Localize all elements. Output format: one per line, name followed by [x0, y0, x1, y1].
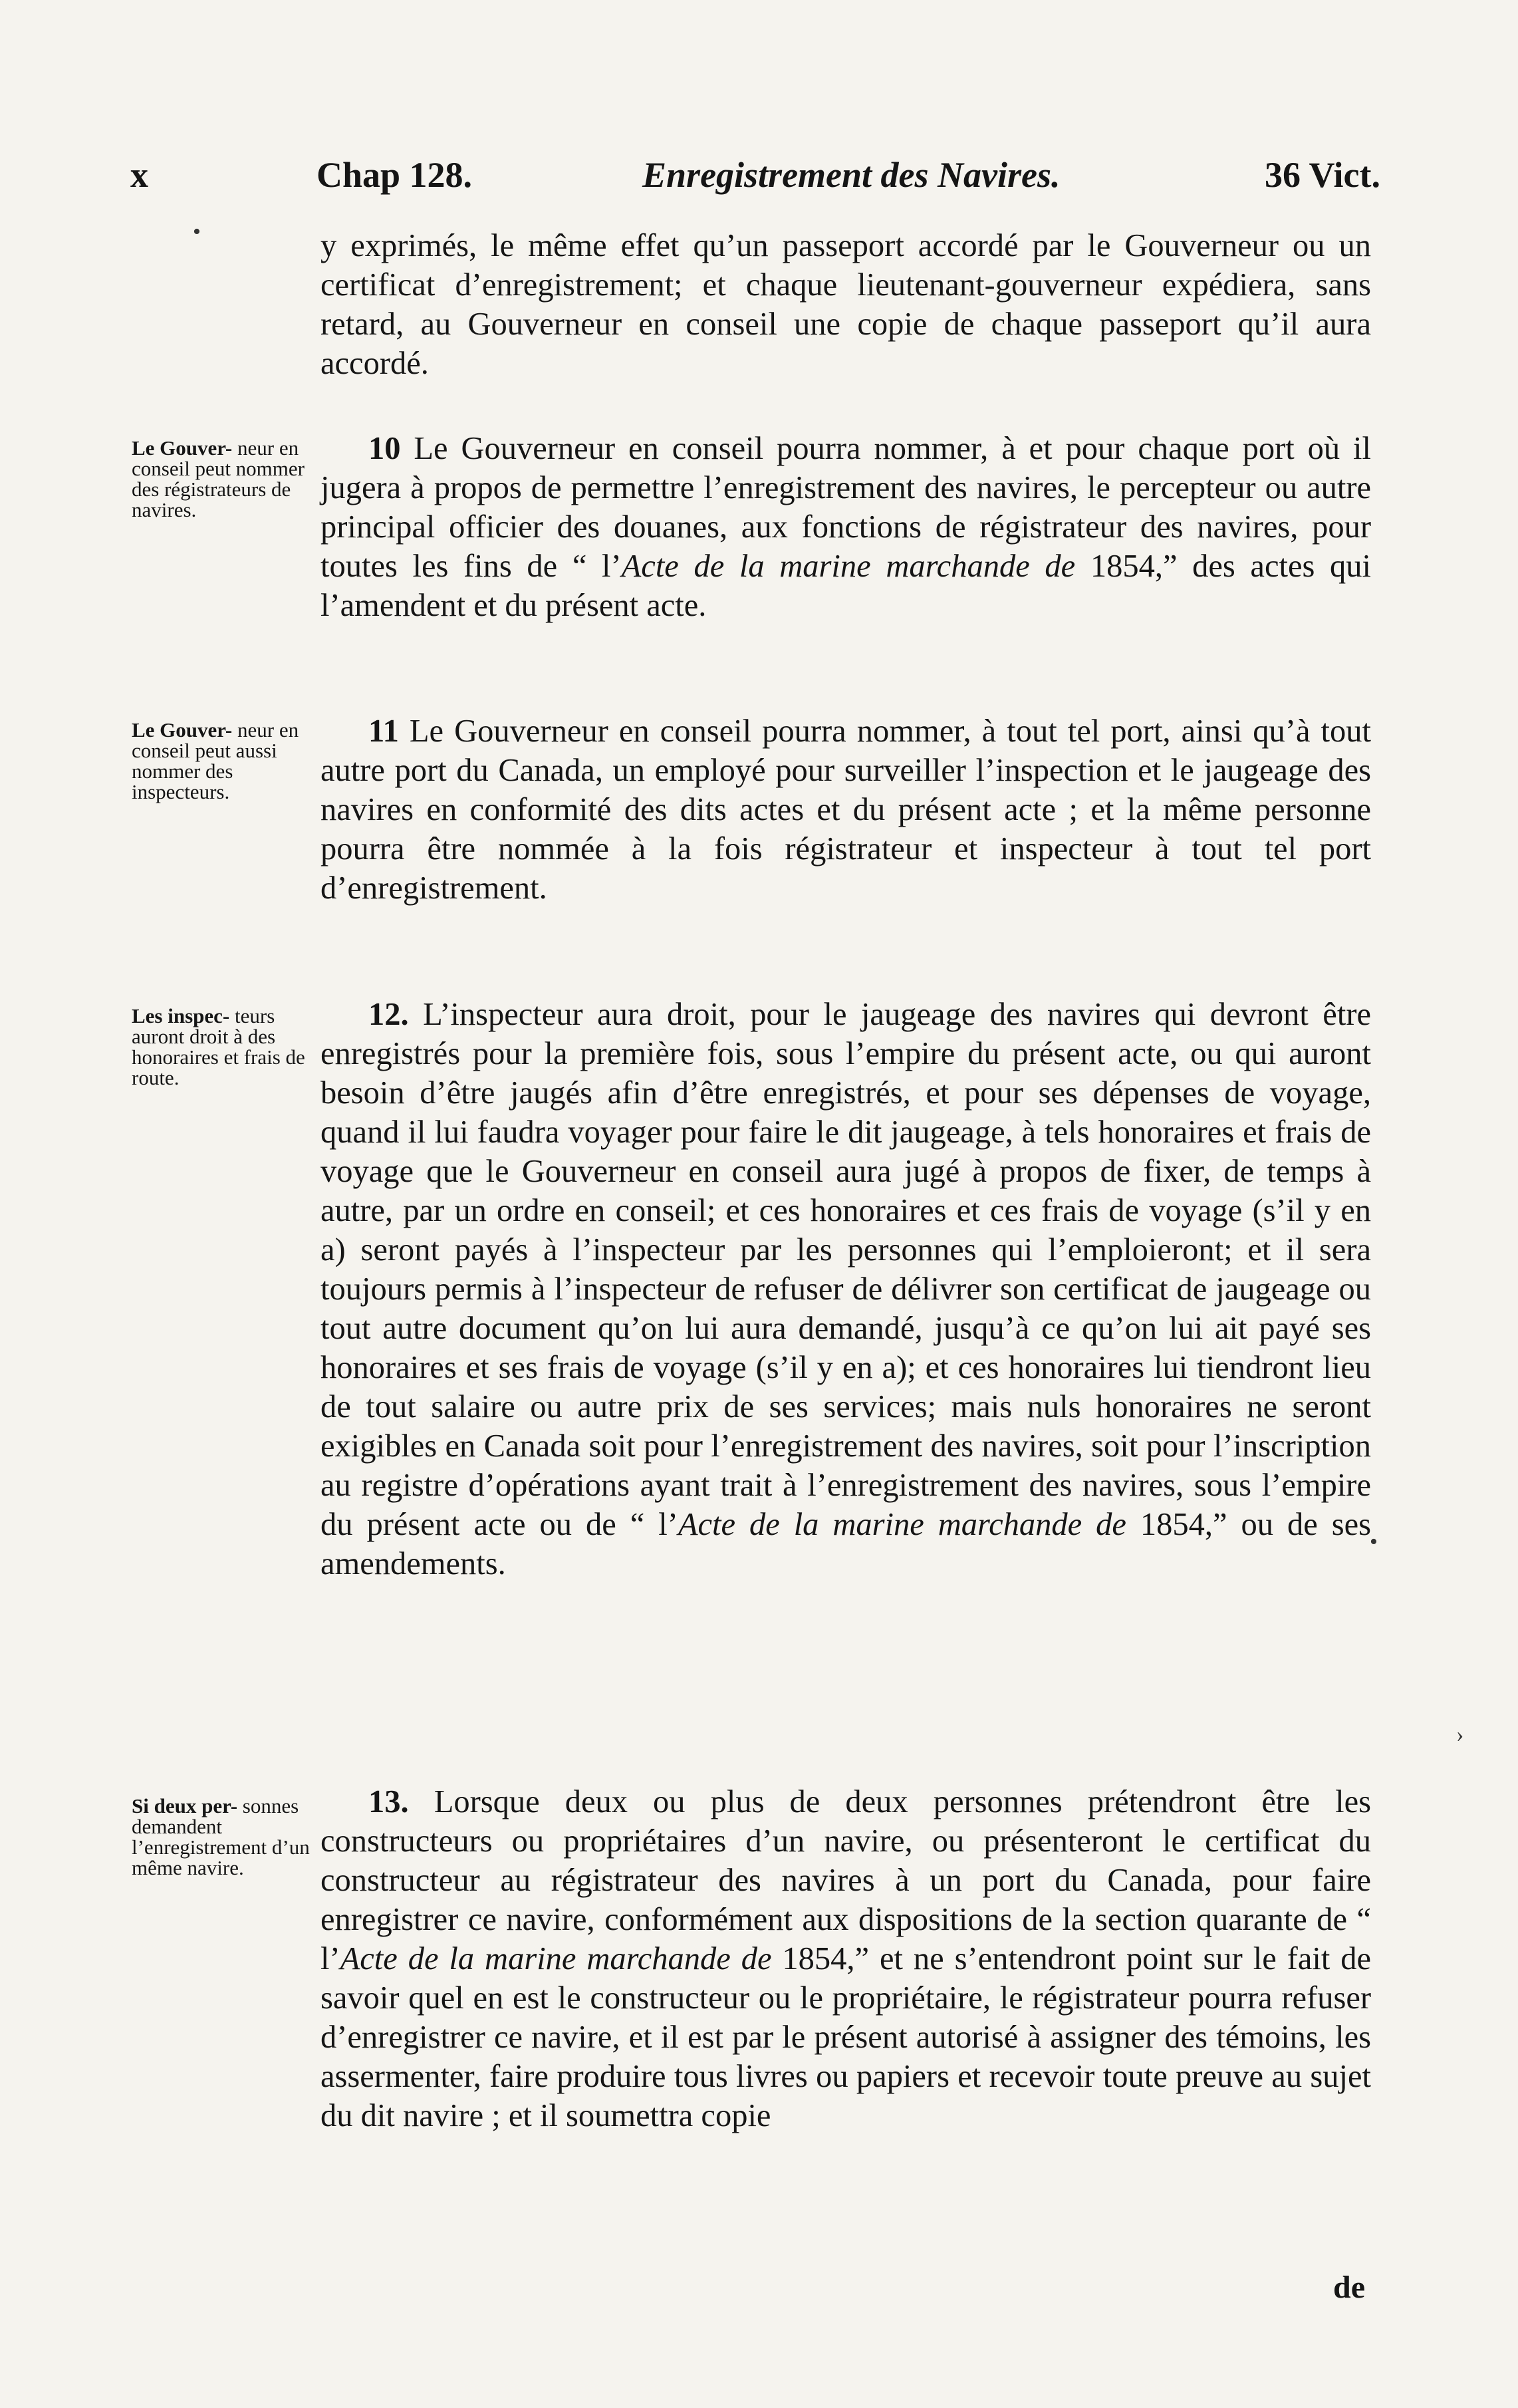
section-number: 10: [368, 431, 401, 466]
sidenote-section-11: [132, 720, 316, 802]
section-10: [320, 429, 1371, 625]
sidenote-first: Les inspec-: [132, 1004, 230, 1027]
sidenote-rest: neur en conseil peut aussi nommer des inspecteurs.: [132, 718, 299, 803]
regnal-year: 36 Vict.: [1265, 155, 1380, 195]
paragraph-text: y exprimés, le même effet qu’un passeport accordé par le Gouverneur ou un certificat d’enregistrement; et chaque lieutenant-gouverneur expédiera, sans retard, au Gouverneur en conseil une copie de chaque passeport qu’il aura accordé.: [320, 228, 1371, 381]
section-number: 13.: [368, 1784, 409, 1819]
sidenote-section-13: [132, 1796, 316, 1878]
section-paragraph: [320, 429, 1371, 625]
sidenote-rest: neur en conseil peut nommer des régistrateurs de navires.: [132, 436, 305, 521]
section-text: Le Gouverneur en conseil pourra nommer, à tout tel port, ainsi qu’à tout autre port du Canada, un employé pour surveiller l’inspection et le jaugeage des navires en conformité des dits actes et du présent acte ; et la même personne pourra être nommée à la fois régistrateur et inspecteur à tout tel port d’enregistrement.: [320, 714, 1371, 906]
chapter-label: Chap 128.: [316, 155, 473, 195]
section-number: 11: [368, 714, 399, 749]
sidenote-rest: teurs auront droit à des honoraires et frais de route.: [132, 1004, 305, 1089]
section-text: Le Gouverneur en conseil pourra nommer, à et pour chaque port où il jugera à propos de permettre l’enregistrement des navires, le percepteur ou autre principal officier des douanes, aux fonctions de régistrateur des navires, pour toutes les fins de “ l’: [320, 431, 1371, 584]
sidenote-section-12: [132, 1005, 316, 1088]
act-title: Acte de la marine marchande de: [678, 1507, 1126, 1542]
stray-mark: •: [1370, 1530, 1378, 1554]
catchword: de: [1333, 2270, 1365, 2305]
section-paragraph: [320, 995, 1371, 1583]
sidenote-first: Le Gouver-: [132, 718, 233, 741]
page-number: x: [130, 155, 148, 195]
section-13: [320, 1782, 1371, 2135]
section-text-end: 1854,” et ne s’entendront point sur le fait de savoir quel en est le constructeur ou le propriétaire, le régistrateur pourra refuser d’enregistrer ce navire, et il est par le présent autorisé à assigner des témoins, les assermenter, faire produire tous livres ou papiers et recevoir toute preuve au sujet du dit navire ; et il soumettra copie: [320, 1941, 1371, 2133]
sidenote-first: Si deux per-: [132, 1794, 238, 1817]
running-header: [130, 154, 1380, 201]
section-text: Lorsque deux ou plus de deux personnes prétendront être les constructeurs ou propriétaires d’un navire, ou présenteront le certificat du constructeur au régistrateur des navires à un port du Canada, pour faire enregistrer ce navire, conformément aux dispositions de la section quarante de “ l’: [320, 1784, 1372, 1976]
section-number: 12.: [368, 997, 409, 1032]
section-paragraph: [320, 1782, 1371, 2135]
stray-mark: •: [193, 219, 201, 244]
stray-mark: ›: [1456, 1722, 1464, 1747]
sidenote-rest: sonnes demandent l’enregistrement d’un même navire.: [132, 1794, 310, 1879]
act-title: Acte de la marine marchande de: [621, 549, 1076, 584]
continuation-paragraph: [320, 226, 1371, 383]
section-text: L’inspecteur aura droit, pour le jaugeage des navires qui devront être enregistrés pour la première fois, sous l’empire du présent acte, ou qui auront besoin d’être jaugés afin d’être enregistrés, et pour ses dépenses de voyage, quand il lui faudra voyager pour faire le dit jaugeage, à tels honoraires et frais de voyage que le Gouverneur en conseil aura jugé à propos de fixer, de temps à autre, par un ordre en conseil; et ces honoraires et ces frais de voyage (s’il y en a) seront payés à l’inspecteur par les personnes qui l’emploieront; et il sera toujours permis à l’inspecteur de refuser de délivrer son certificat de jaugeage ou tout autre document qu’on lui aura demandé, jusqu’à ce qu’on lui ait payé ses honoraires et ses frais de voyage (s’il y en a); et ces honoraires lui tiendront lieu de tout salaire ou autre prix de ses services; mais nuls honoraires ne seront exigibles en Canada soit pour l’enregistrement des navires, soit pour l’inscription au registre d’opérations ayant trait à l’enregistrement des navires, sous l’empire du présent acte ou de “ l’: [320, 997, 1371, 1542]
section-text-end: 1854,” ou de ses amendements.: [320, 1507, 1371, 1581]
header-title: Enregistrement des Navires.: [642, 155, 1061, 195]
sidenote-section-10: [132, 438, 316, 520]
act-title: Acte de la marine marchande de: [340, 1941, 772, 1976]
section-paragraph: [320, 712, 1371, 908]
section-12: [320, 995, 1371, 1583]
section-11: [320, 712, 1371, 908]
section-text-end: 1854,” des actes qui l’amendent et du présent acte.: [320, 549, 1371, 623]
sidenote-first: Le Gouver-: [132, 436, 233, 460]
